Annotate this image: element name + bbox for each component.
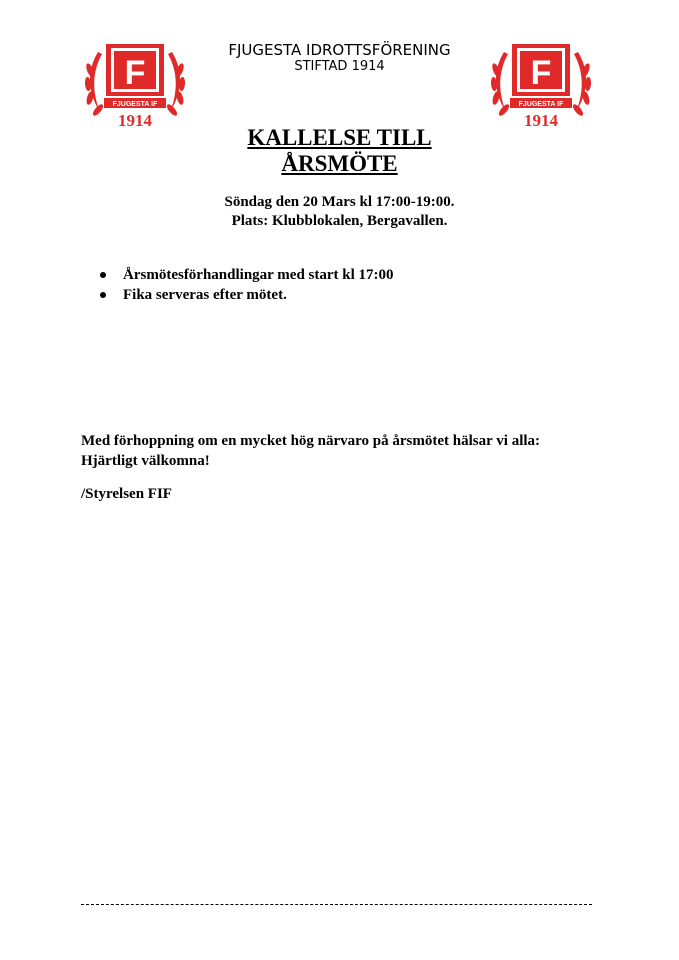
club-founded: STIFTAD 1914 bbox=[294, 59, 385, 74]
footer-dashed-divider bbox=[81, 904, 592, 905]
logo-letter: F bbox=[530, 54, 552, 92]
agenda-item-text: Årsmötesförhandlingar med start kl 17:00 bbox=[123, 267, 394, 283]
logo-ribbon-text: FJUGESTA IF bbox=[518, 101, 564, 108]
club-name: FJUGESTA IDROTTSFÖRENING bbox=[228, 41, 451, 59]
page-title-line-2: ÅRSMÖTE bbox=[281, 151, 398, 176]
agenda-item bbox=[96, 265, 394, 285]
page-title-line-1: KALLELSE TILL bbox=[247, 125, 432, 150]
agenda-item-text: Fika serveras efter mötet. bbox=[123, 287, 287, 303]
bullet-icon bbox=[100, 292, 106, 298]
logo-year: 1914 bbox=[118, 111, 152, 130]
agenda-list bbox=[96, 265, 394, 305]
logo-year: 1914 bbox=[524, 111, 558, 130]
meeting-date-time: Söndag den 20 Mars kl 17:00-19:00. bbox=[224, 194, 455, 210]
logo-ribbon-text: FJUGESTA IF bbox=[112, 101, 158, 108]
closing-welcome: Hjärtligt välkomna! bbox=[81, 453, 210, 469]
bullet-icon bbox=[100, 272, 106, 278]
agenda-item bbox=[96, 285, 394, 305]
logo-letter: F bbox=[124, 54, 146, 92]
meeting-place: Plats: Klubblokalen, Bergavallen. bbox=[231, 213, 448, 229]
closing-greeting: Med förhoppning om en mycket hög närvaro på årsmötet hälsar vi alla: bbox=[81, 433, 541, 449]
signature: /Styrelsen FIF bbox=[81, 486, 172, 502]
